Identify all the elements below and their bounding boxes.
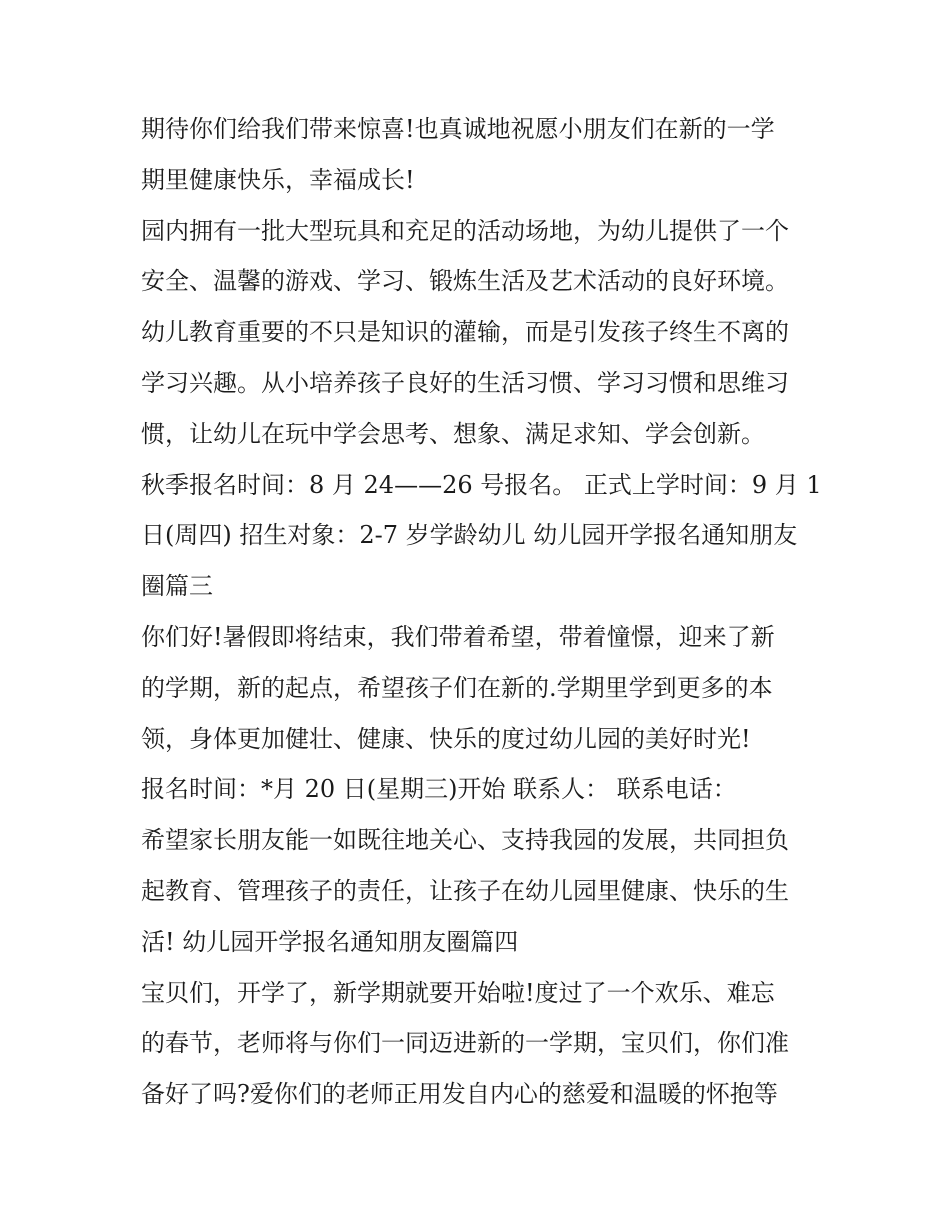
- section-heading-line: 圈篇三: [141, 572, 213, 601]
- text-line: 你们好!暑假即将结束，我们带着希望，带着憧憬，迎来了新: [141, 622, 775, 651]
- text-line: 学习兴趣。从小培养孩子良好的生活习惯、学习习惯和思维习: [141, 368, 789, 397]
- text-line: 幼儿教育重要的不只是知识的灌输，而是引发孩子终生不离的: [141, 318, 789, 347]
- body-text: [141, 104, 821, 1120]
- text-line: 的春节，老师将与你们一同迈进新的一学期，宝贝们，你们准: [141, 1029, 789, 1058]
- text-line: 希望家长朋友能一如既往地关心、支持我园的发展，共同担负: [141, 826, 789, 855]
- text-line: 期待你们给我们带来惊喜!也真诚地祝愿小朋友们在新的一学: [141, 115, 775, 143]
- text-line: 领，身体更加健壮、健康、快乐的度过幼儿园的美好时光!: [141, 724, 751, 753]
- text-line: 日(周四) 招生对象：2-7 岁学龄幼儿 幼儿园开学报名通知朋友: [141, 521, 798, 550]
- text-line: 报名时间：*月 20 日(星期三)开始 联系人： 联系电话：: [141, 775, 737, 804]
- text-line: 备好了吗?爱你们的老师正用发自内心的慈爱和温暖的怀抱等: [141, 1080, 778, 1109]
- text-line: 宝贝们，开学了，新学期就要开始啦!度过了一个欢乐、难忘: [141, 978, 775, 1007]
- text-line: 惯，让幼儿在玩中学会思考、想象、满足求知、学会创新。: [141, 419, 765, 448]
- text-line: 起教育、管理孩子的责任，让孩子在幼儿园里健康、快乐的生: [141, 876, 789, 905]
- text-line: 活! 幼儿园开学报名通知朋友圈篇四: [141, 927, 519, 956]
- text-line: 安全、温馨的游戏、学习、锻炼生活及艺术活动的良好环境。: [141, 267, 789, 296]
- text-line: 的学期，新的起点，希望孩子们在新的.学期里学到更多的本: [141, 673, 773, 702]
- text-line: 秋季报名时间：8 月 24——26 号报名。 正式上学时间：9 月 1: [141, 470, 822, 499]
- text-line: 园内拥有一批大型玩具和充足的活动场地，为幼儿提供了一个: [141, 216, 789, 245]
- text-line: 期里健康快乐，幸福成长!: [141, 165, 415, 194]
